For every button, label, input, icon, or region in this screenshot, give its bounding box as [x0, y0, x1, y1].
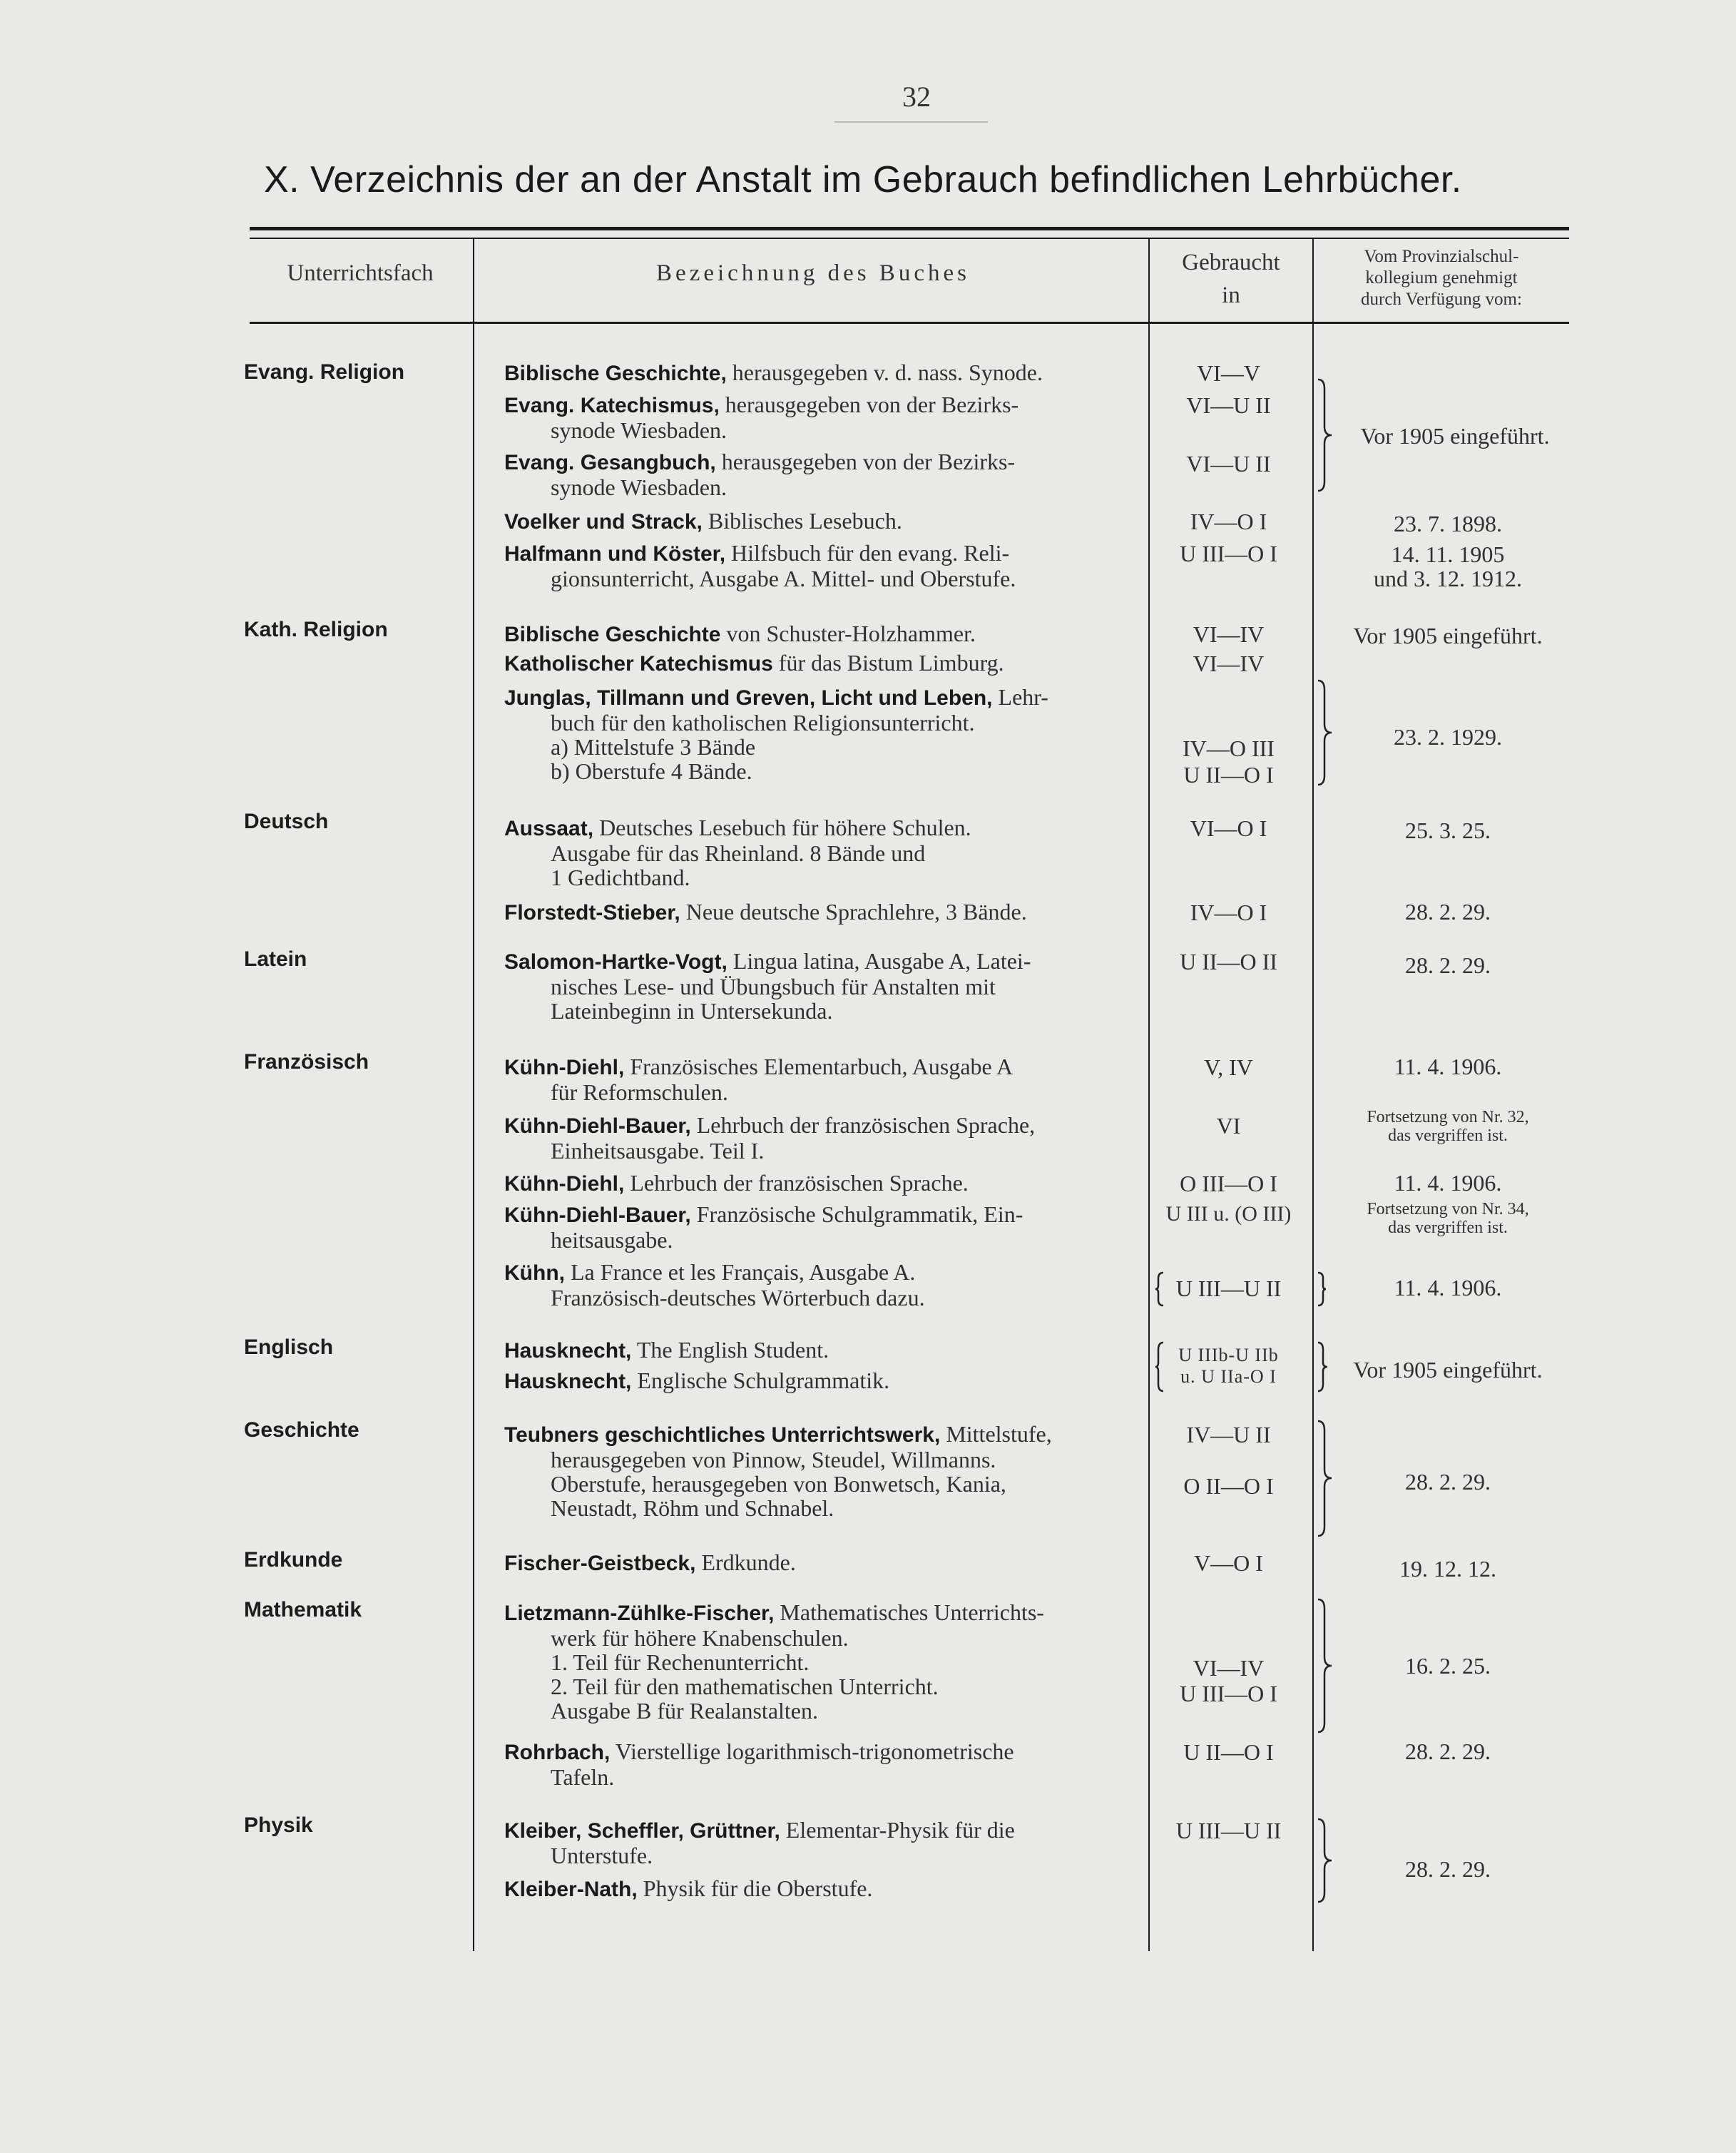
used-in-cell: IV—O I — [1190, 509, 1267, 534]
approval-date: Vor 1905 eingeführt. — [1360, 423, 1550, 449]
approval-date — [1327, 542, 1569, 591]
used-in-cell: U III—U II — [1175, 1276, 1282, 1301]
brace-engl-used-left — [1154, 1341, 1165, 1393]
book-text: für das Bistum Limburg. — [772, 650, 1004, 676]
approval-date — [1327, 1200, 1569, 1237]
book-text: Englische Schulgrammatik. — [631, 1368, 890, 1393]
brace-franz-used-right — [1316, 1271, 1327, 1307]
subject-geschichte: Geschichte — [244, 1418, 359, 1442]
book-text: Erdkunde. — [695, 1549, 796, 1575]
book-text: herausgegeben von Pinnow, Steudel, Willmanns. — [551, 1447, 996, 1472]
book-text: 2. Teil für den mathematischen Unterricht. — [551, 1674, 939, 1699]
book-entry — [504, 1113, 1132, 1163]
brace-mathematik — [1316, 1598, 1337, 1734]
used-in-cell: V—O I — [1194, 1550, 1263, 1576]
subject-physik: Physik — [244, 1813, 313, 1837]
book-text: Mittelstufe, — [940, 1421, 1052, 1447]
subject-evang-religion: Evang. Religion — [244, 360, 405, 384]
approval-date-line: und 3. 12. 1912. — [1374, 566, 1522, 591]
page-number: 32 — [902, 81, 931, 113]
book-author: Fischer-Geistbeck, — [504, 1552, 696, 1575]
used-in-cell: VI—O I — [1190, 815, 1267, 841]
book-author: Halfmann und Köster, — [504, 542, 726, 566]
book-author: Aussaat, — [504, 817, 594, 840]
subject-englisch: Englisch — [244, 1335, 334, 1359]
book-text: Elementar-Physik für die — [780, 1817, 1015, 1843]
book-entry — [504, 1338, 1132, 1363]
subject-franzoesisch: Französisch — [244, 1050, 369, 1074]
book-text: herausgegeben v. d. nass. Synode. — [726, 360, 1043, 385]
book-author: Salomon-Hartke-Vogt, — [504, 950, 727, 974]
book-entry — [504, 1202, 1132, 1252]
approval-date: 23. 7. 1898. — [1394, 511, 1502, 536]
used-in-cell: VI—U II — [1186, 392, 1271, 418]
book-text: buch für den katholischen Religionsunterricht. — [551, 710, 975, 736]
brace-geschichte — [1316, 1420, 1337, 1537]
used-in-cell: U III—O I — [1180, 541, 1277, 566]
book-entry — [504, 815, 1132, 890]
book-author: Biblische Geschichte — [504, 623, 721, 646]
approval-date-line: das vergriffen ist. — [1388, 1218, 1508, 1237]
book-entry — [504, 1422, 1132, 1520]
approval-date: 28. 2. 29. — [1405, 1739, 1491, 1764]
book-text: Vierstellige logarithmisch-trigonometrische — [610, 1739, 1014, 1764]
book-author: Voelker und Strack, — [504, 510, 703, 534]
used-in-cell: U II—O I — [1183, 1739, 1274, 1765]
book-text: 1 Gedichtband. — [551, 865, 690, 890]
approval-date: 28. 2. 29. — [1405, 1469, 1491, 1495]
book-text: Ausgabe B für Realanstalten. — [551, 1698, 818, 1724]
column-divider-3 — [1312, 239, 1314, 1951]
book-text: Biblisches Lesebuch. — [702, 508, 902, 534]
book-text: heitsausgabe. — [551, 1227, 673, 1253]
approval-date-line: Fortsetzung von Nr. 32, — [1367, 1108, 1529, 1126]
brace-evang-group — [1316, 378, 1337, 492]
used-in-cell: U III—U II — [1175, 1818, 1282, 1843]
book-author: Katholischer Katechismus — [504, 652, 773, 676]
book-text: nisches Lese- und Übungsbuch für Anstalten mit — [551, 974, 996, 999]
used-in-cell: U III u. (O III) — [1165, 1202, 1292, 1226]
book-entry — [504, 651, 1132, 676]
book-text: Lehr- — [992, 684, 1048, 710]
approval-date: 11. 4. 1906. — [1394, 1170, 1502, 1196]
subject-latein: Latein — [244, 947, 307, 971]
book-text: Deutsches Lesebuch für höhere Schulen. — [593, 815, 971, 840]
book-entry — [504, 685, 1132, 783]
book-entry — [504, 360, 1132, 386]
approval-date: 11. 4. 1906. — [1394, 1054, 1502, 1079]
book-text: von Schuster-Holzhammer. — [720, 621, 976, 646]
brace-kath-group — [1316, 679, 1337, 786]
header-used-in — [1150, 246, 1312, 312]
book-author: Kleiber, Scheffler, Grüttner, — [504, 1819, 780, 1843]
book-text: Französisches Elementarbuch, Ausgabe A — [624, 1054, 1013, 1079]
used-in-cell: VI—V — [1197, 360, 1260, 386]
book-entry — [504, 392, 1132, 442]
approval-date: 28. 2. 29. — [1405, 952, 1491, 978]
used-in-cell: IV—O I — [1190, 900, 1267, 925]
used-in-cell: O II—O I — [1183, 1473, 1274, 1499]
used-in-cell: u. U IIa-O I — [1180, 1366, 1277, 1387]
book-text: Ausgabe für das Rheinland. 8 Bände und — [551, 840, 926, 866]
column-divider-1 — [473, 239, 474, 1951]
used-in-cell: VI — [1216, 1113, 1241, 1139]
approval-date: Vor 1905 eingeführt. — [1353, 623, 1543, 648]
used-in-cell: U III—O I — [1180, 1681, 1277, 1706]
book-text: Physik für die Oberstufe. — [637, 1875, 873, 1901]
header-approved-line1: Vom Provinzialschul- — [1364, 247, 1519, 266]
book-author: Biblische Geschichte, — [504, 362, 727, 385]
used-in-cell: IV—U II — [1186, 1422, 1271, 1447]
used-in-cell: VI—IV — [1193, 621, 1265, 647]
page-title: X. Verzeichnis der an der Anstalt im Gebrauch befindlichen Lehrbücher. — [264, 159, 1462, 200]
approval-date: 25. 3. 25. — [1405, 818, 1491, 843]
book-text: für Reformschulen. — [551, 1079, 728, 1105]
subject-erdkunde: Erdkunde — [244, 1548, 343, 1572]
subject-mathematik: Mathematik — [244, 1598, 362, 1622]
book-entry — [504, 509, 1132, 534]
header-approved-line3: durch Verfügung vom: — [1361, 290, 1522, 309]
subject-kath-religion: Kath. Religion — [244, 618, 388, 641]
page-number-rule — [834, 121, 988, 123]
book-text: Neue deutsche Sprachlehre, 3 Bände. — [680, 899, 1027, 925]
header-bottom-rule — [250, 322, 1569, 324]
book-text: werk für höhere Knabenschulen. — [551, 1625, 849, 1651]
book-entry — [504, 949, 1132, 1023]
used-in-cell: VI—U II — [1186, 451, 1271, 477]
book-text: La France et les Français, Ausgabe A. — [564, 1259, 916, 1285]
approval-date: 16. 2. 25. — [1405, 1653, 1491, 1679]
brace-franz-used-left — [1154, 1271, 1165, 1307]
book-author: Kühn-Diehl, — [504, 1172, 625, 1196]
header-book: Bezeichnung des Buches — [656, 260, 970, 286]
book-author: Kleiber-Nath, — [504, 1878, 638, 1901]
book-text: Oberstufe, herausgegeben von Bonwetsch, Kania, — [551, 1471, 1006, 1497]
book-author: Evang. Katechismus, — [504, 394, 720, 417]
subject-deutsch: Deutsch — [244, 810, 329, 833]
book-author: Florstedt-Stieber, — [504, 901, 680, 925]
approval-date: 28. 2. 29. — [1405, 1856, 1491, 1882]
header-used-in-line1: Gebraucht — [1182, 250, 1280, 275]
approval-date: Vor 1905 eingeführt. — [1353, 1357, 1543, 1383]
book-author: Rohrbach, — [504, 1741, 611, 1764]
book-text: Neustadt, Röhm und Schnabel. — [551, 1495, 834, 1521]
header-approved — [1314, 246, 1569, 310]
used-in-cell: U IIIb-U IIb — [1178, 1345, 1279, 1365]
approval-date-line: Fortsetzung von Nr. 34, — [1367, 1200, 1529, 1218]
brace-engl-date — [1316, 1341, 1330, 1393]
book-text: synode Wiesbaden. — [551, 417, 727, 443]
book-entry — [504, 449, 1132, 499]
book-entry — [504, 1600, 1132, 1723]
book-entry — [504, 1054, 1132, 1104]
header-approved-line2: kollegium genehmigt — [1365, 268, 1518, 287]
used-in-cell: IV—O III — [1183, 736, 1275, 761]
book-entry — [504, 1739, 1132, 1789]
book-author: Evang. Gesangbuch, — [504, 451, 716, 474]
book-entry — [504, 1550, 1132, 1576]
used-in-cell: U II—O I — [1183, 762, 1274, 788]
book-text: b) Oberstufe 4 Bände. — [551, 758, 752, 784]
book-text: Unterstufe. — [551, 1843, 653, 1868]
book-entry — [504, 1171, 1132, 1196]
book-text: Lehrbuch der französischen Sprache, — [690, 1112, 1036, 1138]
book-text: Mathematisches Unterrichts- — [774, 1599, 1044, 1625]
book-text: gionsunterricht, Ausgabe A. Mittel- und Oberstufe. — [551, 566, 1016, 591]
book-author: Kühn-Diehl-Bauer, — [504, 1114, 691, 1138]
book-entry — [504, 1818, 1132, 1868]
book-author: Hausknecht, — [504, 1370, 632, 1393]
book-text: Französische Schulgrammatik, Ein- — [690, 1201, 1023, 1227]
book-entry — [504, 541, 1132, 591]
book-text: Tafeln. — [551, 1764, 615, 1790]
book-entry — [504, 621, 1132, 647]
book-text: Lingua latina, Ausgabe A, Latei- — [727, 948, 1031, 974]
used-in-cell: U II—O II — [1180, 949, 1277, 974]
table-top-rule-thick — [250, 227, 1569, 230]
book-text: Lehrbuch der französischen Sprache. — [624, 1170, 969, 1196]
book-author: Junglas, Tillmann und Greven, Licht und Leben, — [504, 686, 993, 710]
header-used-in-line2: in — [1222, 283, 1240, 308]
approval-date-line: das vergriffen ist. — [1388, 1126, 1508, 1145]
used-in-cell: O III—O I — [1180, 1171, 1277, 1196]
used-in-cell: VI—IV — [1193, 1655, 1265, 1681]
book-text: 1. Teil für Rechenunterricht. — [551, 1649, 810, 1675]
book-author: Kühn-Diehl, — [504, 1056, 625, 1079]
book-text: synode Wiesbaden. — [551, 474, 727, 500]
table-top-rule-thin — [250, 238, 1569, 239]
book-text: Französisch-deutsches Wörterbuch dazu. — [551, 1285, 925, 1310]
approval-date: 19. 12. 12. — [1399, 1556, 1496, 1582]
book-text: Einheitsausgabe. Teil I. — [551, 1138, 765, 1164]
approval-date-line: 14. 11. 1905 — [1391, 541, 1505, 567]
approval-date: 11. 4. 1906. — [1394, 1275, 1502, 1301]
book-author: Kühn-Diehl-Bauer, — [504, 1203, 691, 1227]
book-entry — [504, 1368, 1132, 1394]
approval-date: 23. 2. 1929. — [1394, 724, 1502, 750]
book-author: Hausknecht, — [504, 1339, 632, 1363]
approval-date — [1327, 1108, 1569, 1145]
book-text: herausgegeben von der Bezirks- — [719, 392, 1019, 417]
book-entry — [504, 900, 1132, 925]
approval-date: 28. 2. 29. — [1405, 899, 1491, 925]
header-subject: Unterrichtsfach — [287, 260, 434, 286]
book-text: Lateinbeginn in Untersekunda. — [551, 998, 833, 1024]
book-text: Hilfsbuch für den evang. Reli- — [725, 540, 1010, 566]
book-text: herausgegeben von der Bezirks- — [715, 449, 1016, 474]
book-author: Lietzmann-Zühlke-Fischer, — [504, 1602, 775, 1625]
book-author: Kühn, — [504, 1261, 565, 1285]
book-entry — [504, 1876, 1132, 1902]
book-text: The English Student. — [631, 1337, 829, 1363]
book-text: a) Mittelstufe 3 Bände — [551, 734, 756, 760]
used-in-cell: V, IV — [1204, 1054, 1253, 1080]
brace-physik — [1316, 1818, 1337, 1903]
book-author: Teubners geschichtliches Unterrichtswerk, — [504, 1423, 941, 1447]
book-entry — [504, 1260, 1132, 1310]
used-in-cell: VI—IV — [1193, 651, 1265, 676]
